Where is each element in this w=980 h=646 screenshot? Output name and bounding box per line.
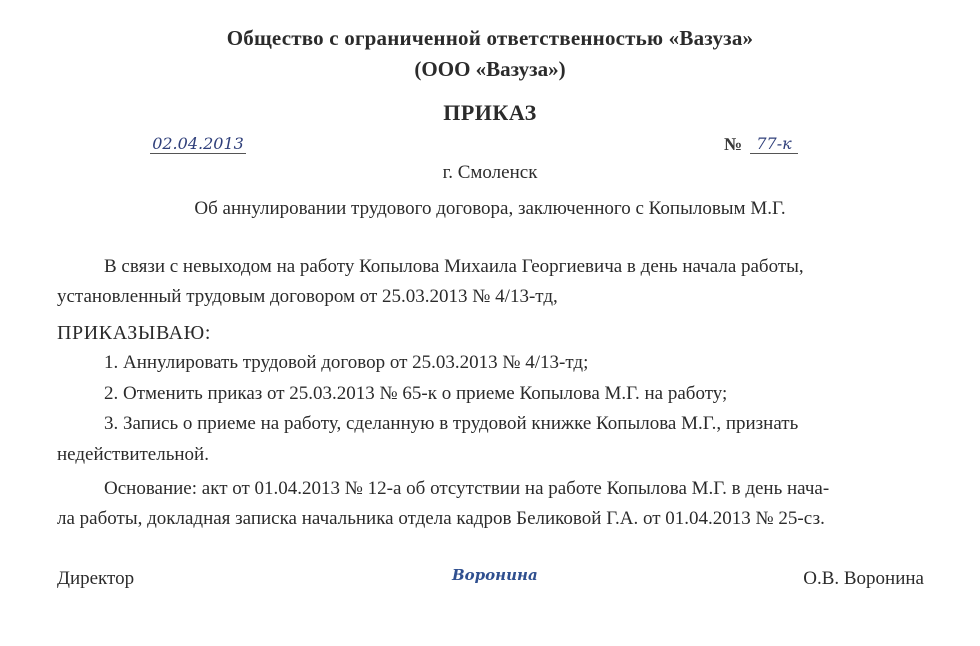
basis-line: Основание: акт от 01.04.2013 № 12-а об отсутствии на работе Копылова М.Г. в день нача- xyxy=(104,478,830,499)
body-line: В связи с невыходом на работу Копылова Михаила Георгиевича в день начала работы, xyxy=(104,256,804,277)
handwritten-signature: Воронина xyxy=(452,566,538,584)
city: г. Смоленск xyxy=(442,162,538,183)
document-title: ПРИКАЗ xyxy=(443,100,537,125)
order-item-3: 3. Запись о приеме на работу, сделанную в трудовой книжке Копылова М.Г., признать xyxy=(104,413,799,434)
signatory-position: Директор xyxy=(57,568,135,589)
order-item-1: 1. Аннулировать трудовой договор от 25.03.2013 № 4/13-тд; xyxy=(104,352,589,373)
order-number-label: № xyxy=(724,134,743,154)
order-item-3-continued: недействительной. xyxy=(57,444,209,465)
order-item-2: 2. Отменить приказ от 25.03.2013 № 65-к о приеме Копылова М.Г. на работу; xyxy=(104,383,728,404)
body-line: установленный трудовым договором от 25.03.2013 № 4/13-тд, xyxy=(57,286,558,307)
basis-line-continued: ла работы, докладная записка начальника отдела кадров Беликовой Г.А. от 01.04.2013 № 25-сз. xyxy=(57,508,825,529)
signatory-name: О.В. Воронина xyxy=(803,568,924,589)
order-heading: ПРИКАЗЫВАЮ: xyxy=(57,322,211,344)
order-subject: Об аннулировании трудового договора, заключенного с Копыловым М.Г. xyxy=(194,198,786,219)
organization-short-name: (ООО «Вазуза») xyxy=(414,57,566,81)
order-date: 02.04.2013 xyxy=(150,134,246,154)
order-number: 77-к xyxy=(750,134,798,154)
organization-name: Общество с ограниченной ответственностью «Вазуза» xyxy=(226,26,754,50)
